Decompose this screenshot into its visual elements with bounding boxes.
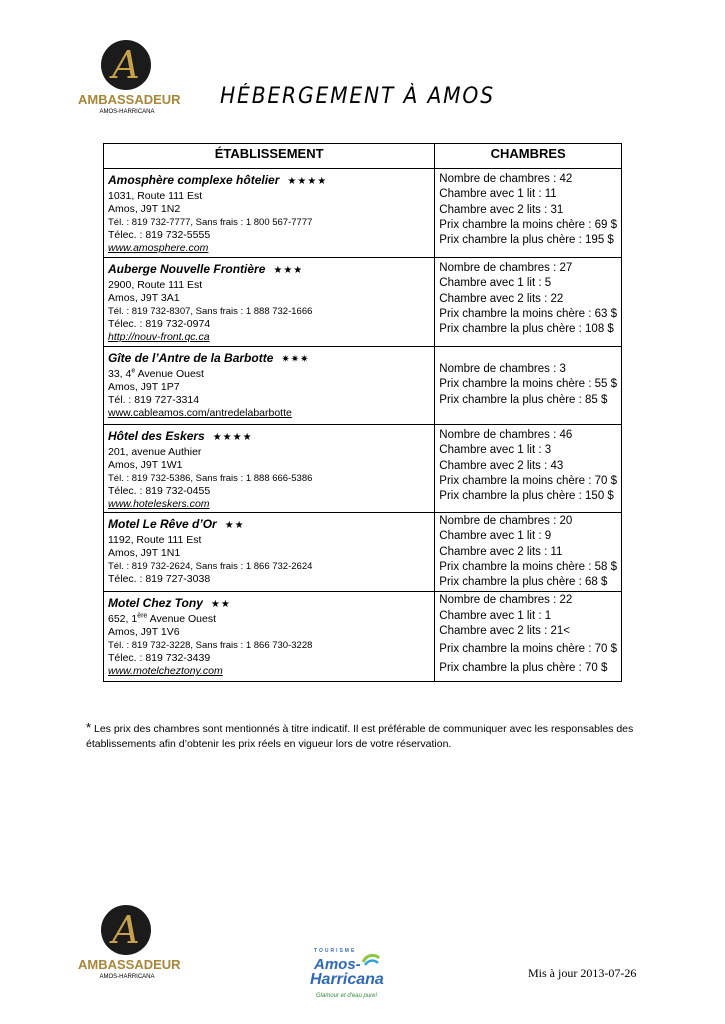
rooms-line: Prix chambre la moins chère : 70 $ <box>439 643 617 656</box>
table-row <box>104 592 622 682</box>
rooms-line: Chambre avec 1 lit : 1 <box>439 609 552 622</box>
phone: Tél. : 819 732-3228, Sans frais : 1 866 730-3228 <box>108 640 313 652</box>
rooms-cell <box>435 592 622 682</box>
star-rating-icon: ★★ <box>224 520 245 531</box>
rooms-line: Chambre avec 2 lits : 21< <box>439 625 571 638</box>
establishment-cell <box>104 592 435 682</box>
rooms-line: Chambre avec 1 lit : 5 <box>439 277 552 290</box>
rooms-line: Chambre avec 2 lits : 31 <box>439 203 564 216</box>
establishment-name: Auberge Nouvelle Frontière ★★★ <box>108 262 304 276</box>
fax: Télec. : 819 727-3038 <box>108 573 211 585</box>
ambassadeur-footer-logo <box>78 905 181 985</box>
fax: Télec. : 819 732-5555 <box>108 229 211 241</box>
table-row <box>104 258 622 347</box>
address-line: 2900, Route 111 Est <box>108 279 203 291</box>
address-line: 1192, Route 111 Est <box>108 534 202 546</box>
website-link[interactable]: www.motelcheztony.com <box>108 665 223 678</box>
rooms-line: Prix chambre la moins chère : 58 $ <box>439 560 617 573</box>
rooms-line: Prix chambre la moins chère : 63 $ <box>439 307 617 320</box>
disclaimer-text: Les prix des chambres sont mentionnés à titre indicatif. Il est préférable de communiquer avec les responsables des établissements afin d’obtenir les prix réels en vigueur lors de votre réservation. <box>86 723 634 750</box>
phone: Tél. : 819 727-3314 <box>108 394 200 406</box>
table-row <box>104 347 622 425</box>
rooms-cell <box>435 169 622 258</box>
table-header-row <box>104 144 622 169</box>
swirl-icon <box>361 950 381 970</box>
website-link[interactable]: www.amosphere.com <box>108 242 209 254</box>
establishment-cell <box>104 258 435 347</box>
address-line: 652, 1ère Avenue Ouest <box>108 612 217 626</box>
logo-letter: A <box>112 43 140 87</box>
rooms-line: Chambre avec 2 lits : 43 <box>439 459 564 472</box>
asterisk-icon: * <box>86 720 92 735</box>
address-city: Amos, J9T 1N2 <box>108 203 181 215</box>
logo-subtitle: AMOS-HARRICANA <box>99 109 155 115</box>
tourisme-amos: Amos- <box>314 956 361 973</box>
last-updated: Mis à jour 2013-07-26 <box>528 966 637 980</box>
establishment-cell <box>104 425 435 513</box>
table-row <box>104 425 622 513</box>
page-title: HÉBERGEMENT À AMOS <box>220 84 495 109</box>
table-row <box>104 513 622 592</box>
address-line: 1031, Route 111 Est <box>108 190 203 202</box>
star-rating-icon: ✷✷✷ <box>281 354 310 365</box>
rooms-line: Nombre de chambres : 27 <box>439 262 573 274</box>
establishment-name: Hôtel des Eskers ★★★★ <box>108 429 253 443</box>
rooms-line: Prix chambre la moins chère : 69 $ <box>439 218 617 231</box>
table-row <box>104 169 622 258</box>
header-etablissement: ÉTABLISSEMENT <box>104 144 435 169</box>
header-chambres: CHAMBRES <box>435 144 622 169</box>
rooms-line: Nombre de chambres : 20 <box>439 515 573 527</box>
establishment-cell <box>104 513 435 592</box>
rooms-line: Nombre de chambres : 46 <box>439 429 573 441</box>
rooms-line: Nombre de chambres : 3 <box>439 363 566 375</box>
phone: Tél. : 819 732-7777, Sans frais : 1 800 567-7777 <box>108 217 313 228</box>
phone: Tél. : 819 732-5386, Sans frais : 1 888 666-5386 <box>108 473 313 484</box>
star-rating-icon: ★★ <box>210 599 231 611</box>
star-rating-icon: ★★★ <box>273 265 304 276</box>
address-city: Amos, J9T 1W1 <box>108 459 183 471</box>
phone: Tél. : 819 732-8307, Sans frais : 1 888 732-1666 <box>108 306 313 317</box>
fax: Télec. : 819 732-3439 <box>108 652 211 665</box>
establishment-name: Motel Le Rêve d’Or ★★ <box>108 517 245 531</box>
rooms-line: Prix chambre la plus chère : 70 $ <box>439 661 608 674</box>
tourisme-harricana: Harricana <box>310 971 384 988</box>
lodging-table <box>103 143 622 682</box>
logo-letter: A <box>112 908 140 952</box>
rooms-line: Prix chambre la plus chère : 108 $ <box>439 323 614 336</box>
rooms-line: Prix chambre la moins chère : 55 $ <box>439 378 617 391</box>
establishment-name: Amosphère complexe hôtelier ★★★★ <box>108 173 328 187</box>
rooms-line: Prix chambre la plus chère : 195 $ <box>439 234 614 247</box>
rooms-line: Chambre avec 2 lits : 22 <box>439 292 564 305</box>
address-city: Amos, J9T 1V6 <box>108 626 180 639</box>
establishment-name: Gîte de l’Antre de la Barbotte ✷✷✷ <box>108 351 310 365</box>
logo-name: AMBASSADEUR <box>78 957 181 972</box>
website-link[interactable]: www.cableamos.com/antredelabarbotte <box>108 407 292 419</box>
fax: Télec. : 819 732-0974 <box>108 318 211 330</box>
address-city: Amos, J9T 1P7 <box>108 381 180 393</box>
rooms-cell <box>435 425 622 513</box>
establishment-cell <box>104 169 435 258</box>
rooms-line: Nombre de chambres : 42 <box>439 173 573 185</box>
logo-name: AMBASSADEUR <box>78 92 181 107</box>
address-city: Amos, J9T 3A1 <box>108 292 180 304</box>
rooms-line: Chambre avec 1 lit : 3 <box>439 444 552 457</box>
tourisme-label: TOURISME <box>314 948 357 954</box>
rooms-cell <box>435 347 622 425</box>
rooms-line: Chambre avec 1 lit : 9 <box>439 530 552 543</box>
rooms-line: Prix chambre la moins chère : 70 $ <box>439 474 617 487</box>
establishment-name: Motel Chez Tony ★★ <box>108 596 231 611</box>
rooms-line: Chambre avec 2 lits : 11 <box>439 545 563 558</box>
ambassadeur-logo <box>78 40 181 120</box>
star-rating-icon: ★★★★ <box>287 176 328 187</box>
rooms-line: Chambre avec 1 lit : 11 <box>439 188 557 201</box>
establishment-cell <box>104 347 435 425</box>
rooms-line: Nombre de chambres : 22 <box>439 594 573 607</box>
address-line: 201, avenue Authier <box>108 446 202 458</box>
rooms-line: Prix chambre la plus chère : 85 $ <box>439 393 608 406</box>
fax: Télec. : 819 732-0455 <box>108 485 211 497</box>
phone: Tél. : 819 732-2624, Sans frais : 1 866 732-2624 <box>108 561 313 572</box>
address-city: Amos, J9T 1N1 <box>108 547 181 559</box>
rooms-cell <box>435 513 622 592</box>
logo-subtitle: AMOS-HARRICANA <box>99 974 155 980</box>
rooms-line: Prix chambre la plus chère : 150 $ <box>439 490 614 503</box>
tourisme-amos-harricana-logo <box>306 948 390 1006</box>
star-rating-icon: ★★★★ <box>212 432 253 443</box>
website-link[interactable]: www.hoteleskers.com <box>108 498 210 510</box>
rooms-cell <box>435 258 622 347</box>
price-disclaimer <box>86 720 646 752</box>
address-line: 33, 4e Avenue Ouest <box>108 367 204 380</box>
website-link[interactable]: http://nouv-front.qc.ca <box>108 331 210 343</box>
rooms-line: Prix chambre la plus chère : 68 $ <box>439 576 608 589</box>
tourisme-slogan: Glamour et d'eau pure! <box>316 993 378 999</box>
